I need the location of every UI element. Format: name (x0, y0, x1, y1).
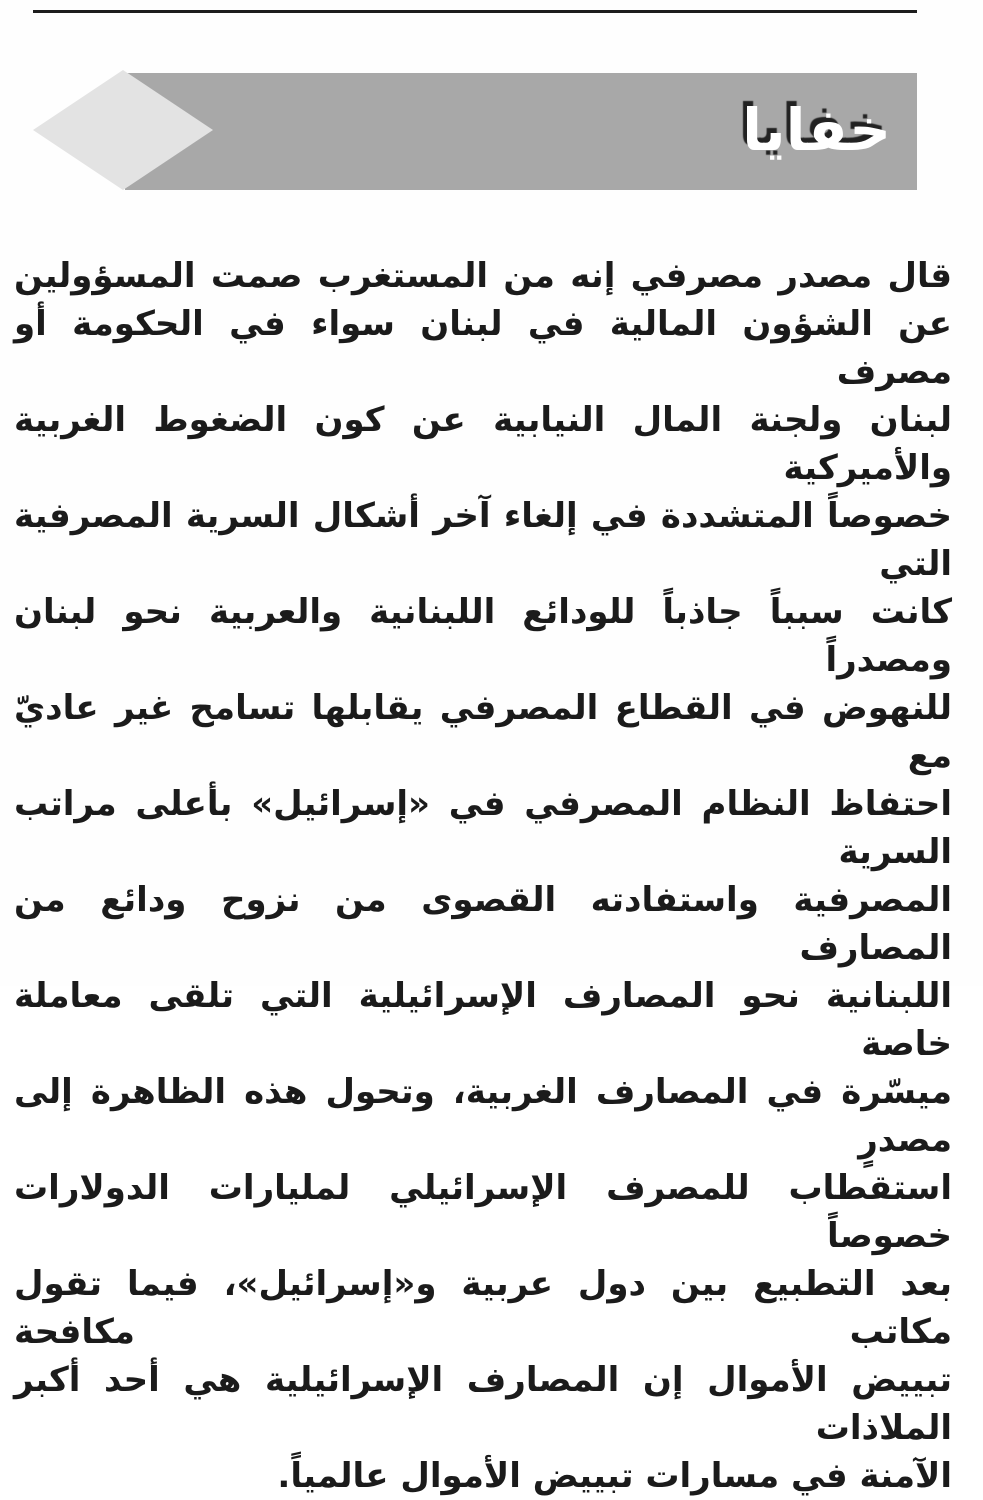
article-line: تبييض الأموال إن المصارف الإسرائيلية هي أحد أكبر الملاذات (14, 1360, 952, 1448)
article-line: المصرفية واستفادته القصوى من نزوح ودائع من المصارف (14, 880, 952, 968)
article-line: خصوصاً المتشددة في إلغاء آخر أشكال السرية المصرفية التي (14, 496, 952, 584)
article-line: بعد التطبيع بين دول عربية و«إسرائيل»، فيما تقول مكاتب مكافحة (14, 1264, 952, 1352)
article-line: احتفاظ النظام المصرفي في «إسرائيل» بأعلى مراتب السرية (14, 784, 952, 872)
article-line: عن الشؤون المالية في لبنان سواء في الحكومة أو مصرف (14, 304, 952, 392)
article-line: للنهوض في القطاع المصرفي يقابلها تسامح غير عاديّ مع (14, 688, 952, 776)
article-line: اللبنانية نحو المصارف الإسرائيلية التي تلقى معاملة خاصة (14, 976, 952, 1064)
section-title: خفايا (742, 95, 891, 164)
article-line: قال مصدر مصرفي إنه من المستغرب صمت المسؤولين (14, 256, 952, 296)
article-line: كانت سبباً جاذباً للودائع اللبنانية والعربية نحو لبنان ومصدراً (14, 592, 952, 680)
article-line: استقطاب للمصرف الإسرائيلي لمليارات الدولارات خصوصاً (14, 1168, 952, 1256)
article-body (14, 252, 952, 1500)
masthead-banner (125, 73, 917, 190)
article-line: ميسّرة في المصارف الغربية، وتحول هذه الظاهرة إلى مصدرٍ (14, 1072, 952, 1160)
top-rule (33, 10, 917, 13)
article-line: الآمنة في مسارات تبييض الأموال عالمياً. (277, 1456, 952, 1496)
article-line: لبنان ولجنة المال النيابية عن كون الضغوط الغربية والأميركية (14, 400, 952, 488)
